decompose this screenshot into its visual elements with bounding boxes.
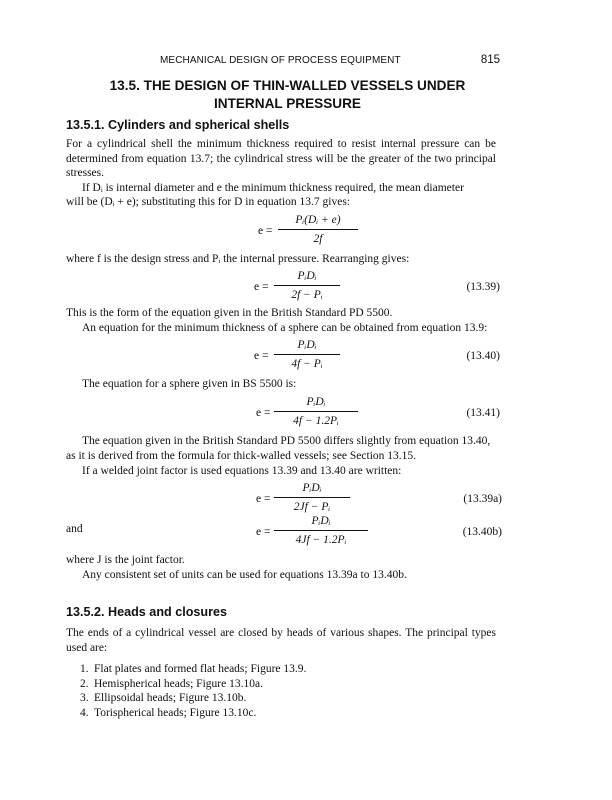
equation-1 [258, 213, 378, 257]
equation-fraction [274, 269, 340, 303]
paragraph-internal-diameter-line1: If Dᵢ is internal diameter and e the minimum thickness required, the mean diameter [82, 182, 464, 194]
paragraph-pd5500-form: This is the form of the equation given in the British Standard PD 5500. [66, 307, 393, 319]
equation-lhs: e = [256, 493, 271, 505]
equation-numerator: Pᵢ(Dᵢ + e) [295, 214, 341, 226]
list-item: 4. Torispherical heads; Figure 13.10c. [80, 706, 257, 719]
fraction-bar [278, 229, 358, 230]
equation-denominator: 2f − Pᵢ [291, 289, 323, 301]
paragraph-bs5500-sphere: The equation for a sphere given in BS 5500 is: [82, 378, 297, 390]
equation-number: (13.39a) [463, 493, 502, 505]
equation-denominator: 4f − Pᵢ [291, 358, 323, 370]
equation-lhs: e = [258, 225, 273, 237]
equation-13-40b [256, 514, 502, 558]
equation-denominator: 4f − 1.2Pᵢ [293, 415, 339, 427]
equation-fraction [274, 481, 350, 515]
heads-type-list [80, 662, 306, 720]
paragraph-internal-diameter-line2: will be (Dᵢ + e); substituting this for D in equation 13.7 gives: [66, 196, 351, 208]
fraction-bar [274, 530, 368, 531]
equation-lhs: e = [256, 526, 271, 538]
paragraph-sphere-equation: An equation for the minimum thickness of a sphere can be obtained from equation 13.9: [82, 322, 488, 334]
section-title [80, 77, 495, 113]
equation-lhs: e = [254, 350, 269, 362]
equation-denominator: 4Jf − 1.2Pᵢ [295, 534, 347, 546]
equation-denominator: 2f [313, 233, 323, 245]
list-item: 2. Hemispherical heads; Figure 13.10a. [80, 677, 263, 690]
paragraph-pd5500-differs-line2: as it is derived from the formula for thick-walled vessels; see Section 13.15. [66, 450, 417, 462]
equation-fraction [274, 395, 358, 429]
equation-numerator: PᵢDᵢ [297, 270, 317, 282]
fraction-bar [274, 411, 358, 412]
equation-number: (13.40b) [462, 526, 502, 538]
running-title: MECHANICAL DESIGN OF PROCESS EQUIPMENT [160, 55, 401, 66]
equation-numerator: PᵢDᵢ [311, 515, 331, 527]
section-title-line-2: INTERNAL PRESSURE [213, 96, 362, 111]
equation-fraction [274, 514, 368, 548]
fraction-bar [274, 497, 350, 498]
paragraph-heads-intro: The ends of a cylindrical vessel are closed by heads of various shapes. The principal types used are: [66, 627, 496, 654]
subsection-heading-cylinders: 13.5.1. Cylinders and spherical shells [66, 118, 290, 132]
equation-fraction [274, 338, 340, 372]
equation-number: (13.39) [466, 281, 500, 293]
equation-numerator: PᵢDᵢ [297, 339, 317, 351]
paragraph-welded-joint: If a welded joint factor is used equations 13.39 and 13.40 are written: [82, 465, 402, 477]
paragraph-where-design-stress: where f is the design stress and Pᵢ the internal pressure. Rearranging gives: [66, 253, 410, 265]
equation-13-41 [256, 395, 500, 439]
equation-lhs: e = [256, 407, 271, 419]
paragraph-cylindrical-shell: For a cylindrical shell the minimum thickness required to resist internal pressure can be determined from equation 13.7; the cylindrical stress will be the greater of the two principal stresses. [66, 138, 496, 180]
equation-fraction [278, 213, 358, 247]
equation-numerator: PᵢDᵢ [306, 396, 326, 408]
fraction-bar [274, 285, 340, 286]
equation-13-40 [254, 338, 500, 382]
subsection-heading-heads: 13.5.2. Heads and closures [66, 605, 228, 619]
equation-denominator: 2Jf − Pᵢ [293, 501, 331, 513]
list-item: 1. Flat plates and formed flat heads; Figure 13.9. [80, 663, 307, 675]
equation-numerator: PᵢDᵢ [302, 482, 322, 494]
paragraph-consistent-units: Any consistent set of units can be used for equations 13.39a to 13.40b. [82, 569, 407, 581]
running-head [160, 55, 500, 69]
paragraph-pd5500-differs-line1: The equation given in the British Standard PD 5500 differs slightly from equation 13.40, [82, 435, 491, 447]
page-number: 815 [480, 54, 500, 66]
equation-number: (13.41) [466, 407, 500, 419]
paragraph-joint-factor: where J is the joint factor. [66, 554, 185, 566]
equation-number: (13.40) [466, 350, 500, 362]
list-item: 3. Ellipsoidal heads; Figure 13.10b. [80, 692, 247, 705]
equation-lhs: e = [254, 281, 269, 293]
and-label: and [66, 523, 83, 535]
fraction-bar [274, 354, 340, 355]
section-title-line-1: 13.5. THE DESIGN OF THIN-WALLED VESSELS UNDER [109, 78, 466, 93]
